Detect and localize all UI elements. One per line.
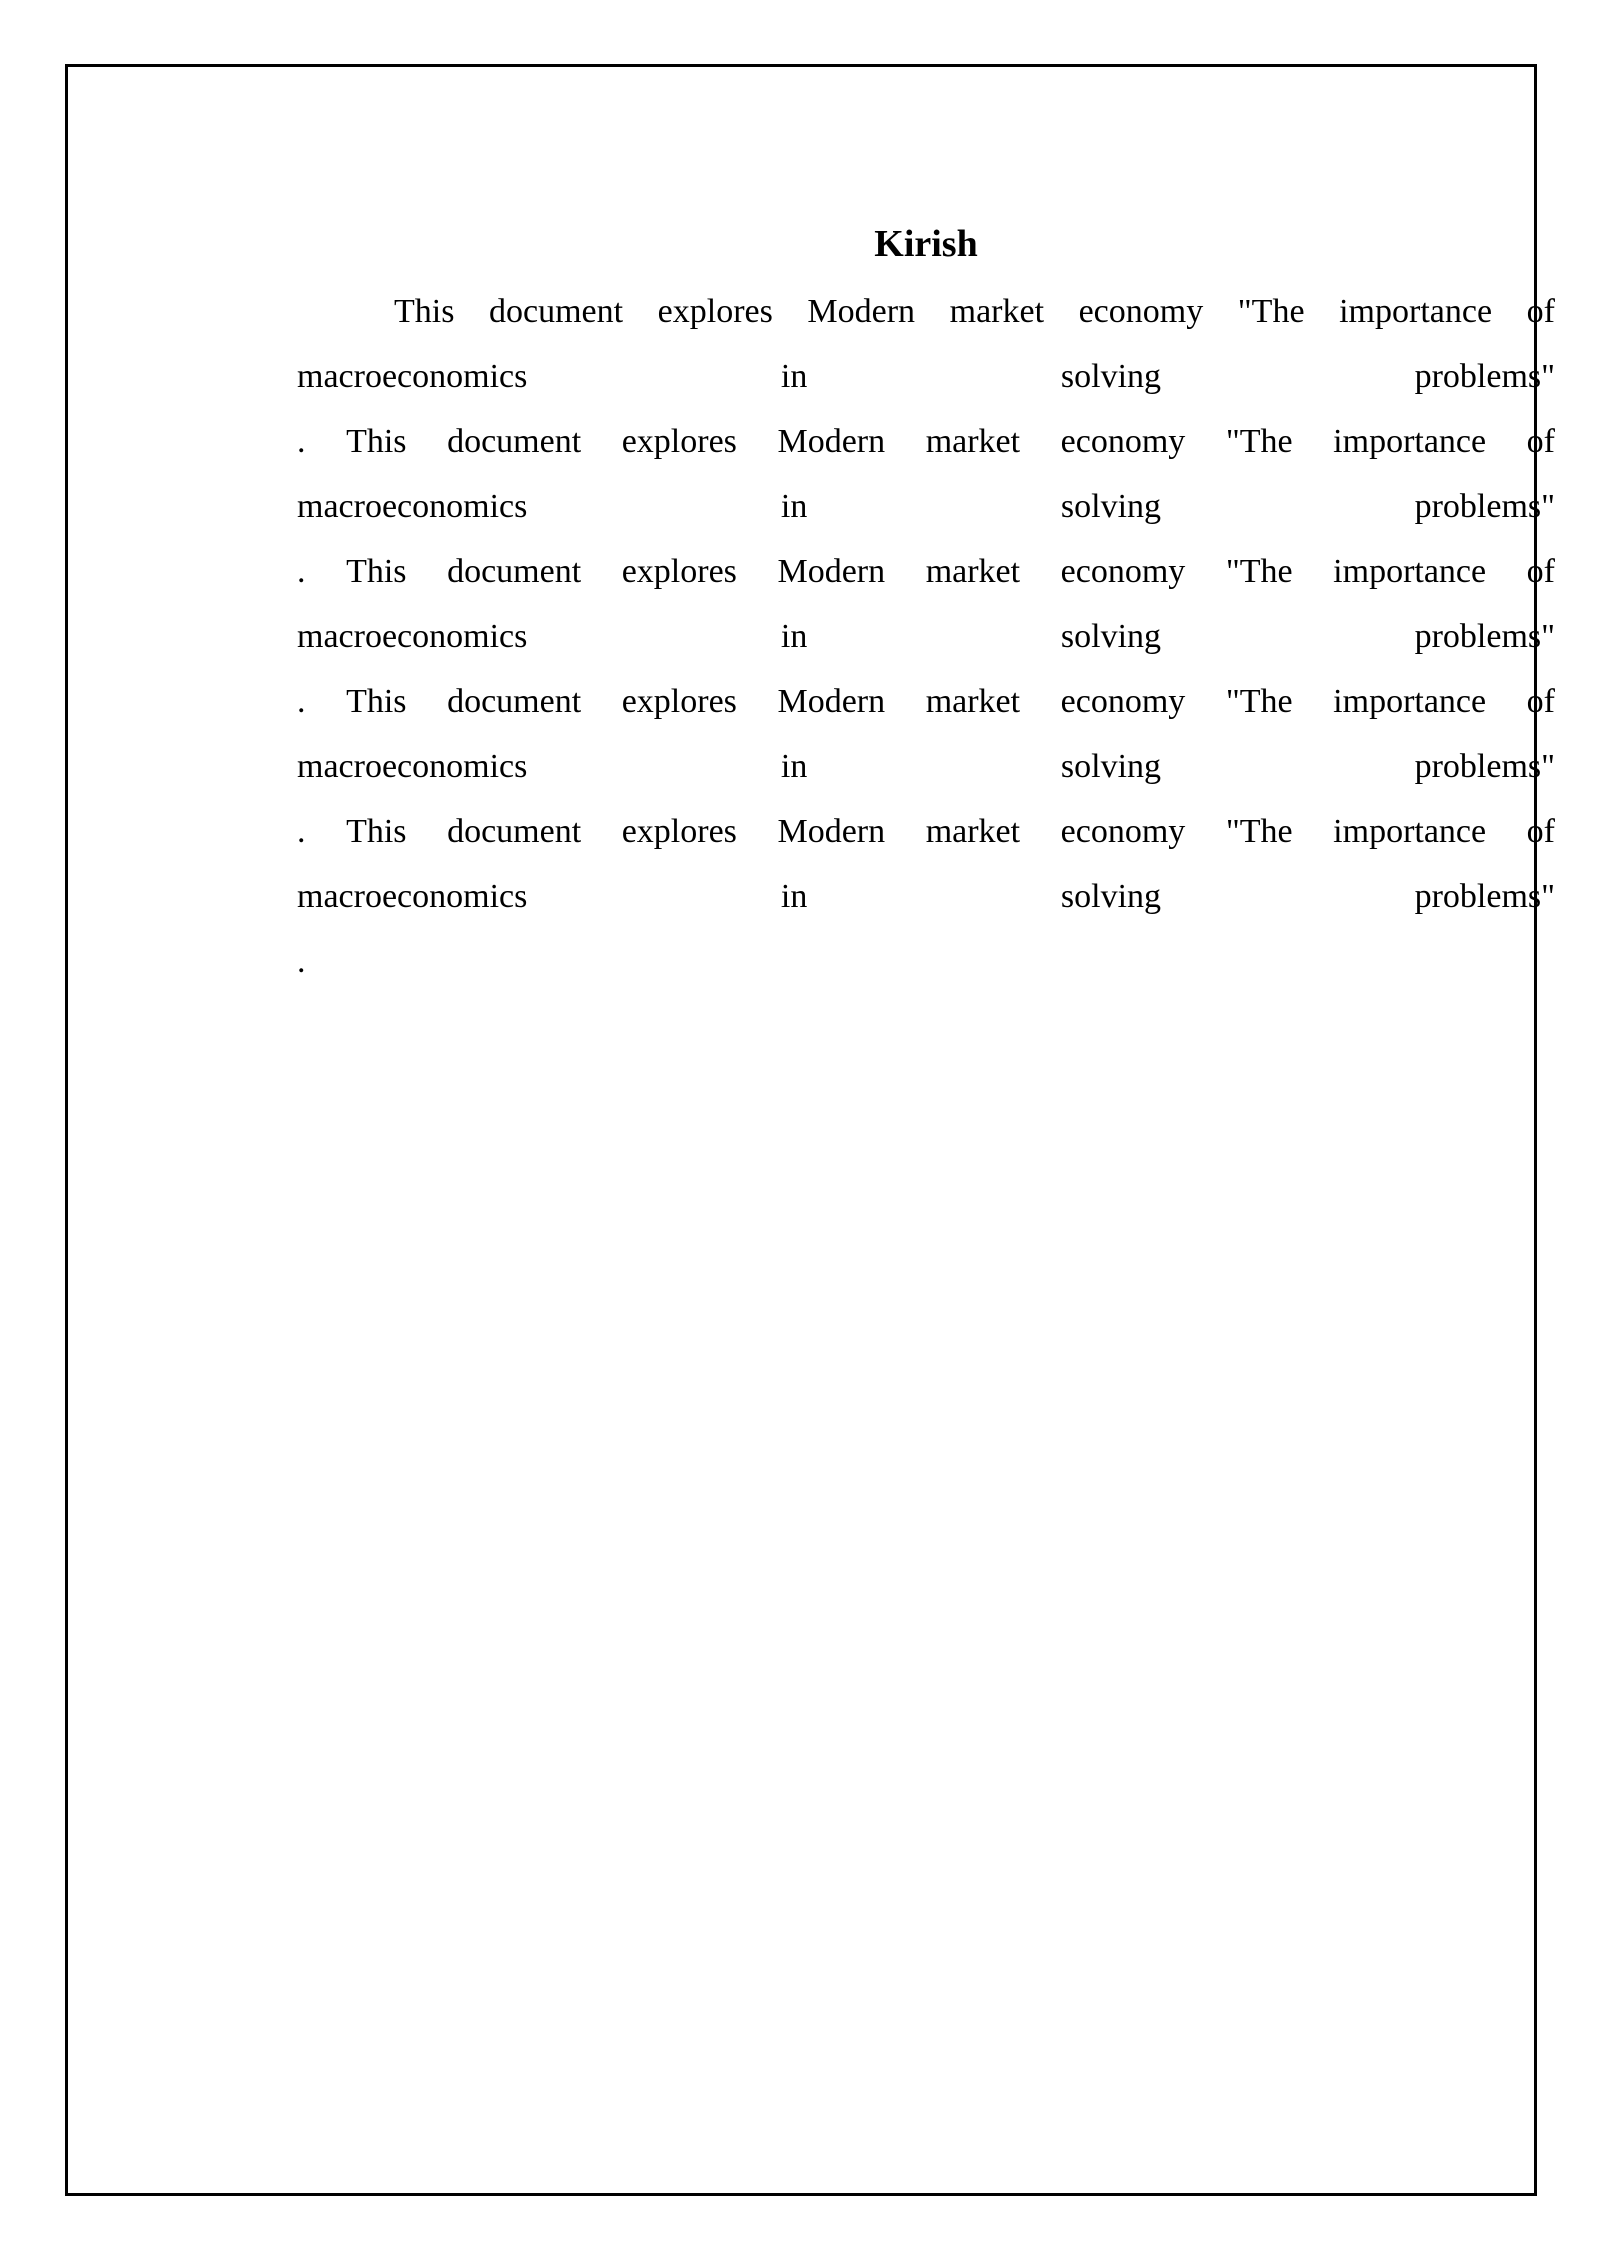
word: explores bbox=[621, 813, 737, 850]
word: economy bbox=[1060, 683, 1186, 720]
word: macroeconomics bbox=[297, 618, 528, 655]
word: solving bbox=[1060, 488, 1162, 525]
word: document bbox=[447, 813, 582, 850]
word: of bbox=[1526, 553, 1555, 590]
word: importance bbox=[1333, 813, 1487, 850]
word: of bbox=[1526, 683, 1555, 720]
text-line bbox=[297, 604, 1555, 669]
body-paragraph bbox=[297, 279, 1555, 994]
word: in bbox=[780, 488, 808, 525]
document-page bbox=[65, 64, 1555, 2196]
text-line bbox=[297, 539, 1555, 604]
word: document bbox=[447, 683, 582, 720]
word: market bbox=[925, 553, 1021, 590]
word: "The bbox=[1225, 813, 1293, 850]
word: problems" bbox=[1414, 878, 1555, 915]
word: market bbox=[925, 423, 1021, 460]
text-line bbox=[297, 929, 1555, 994]
word: solving bbox=[1060, 358, 1162, 395]
word: . bbox=[297, 813, 306, 850]
word: macroeconomics bbox=[297, 488, 528, 525]
word: This bbox=[346, 683, 407, 720]
text-line bbox=[297, 344, 1555, 409]
word: in bbox=[780, 878, 808, 915]
word: problems" bbox=[1414, 488, 1555, 525]
word: macroeconomics bbox=[297, 878, 528, 915]
text-line bbox=[297, 669, 1555, 734]
word: macroeconomics bbox=[297, 748, 528, 785]
word: document bbox=[447, 553, 582, 590]
word: Modern bbox=[777, 423, 886, 460]
word: economy bbox=[1060, 553, 1186, 590]
word: solving bbox=[1060, 878, 1162, 915]
word: This bbox=[346, 813, 407, 850]
word: explores bbox=[621, 683, 737, 720]
word: in bbox=[780, 618, 808, 655]
word: market bbox=[925, 683, 1021, 720]
word: Modern bbox=[777, 813, 886, 850]
text-line bbox=[297, 409, 1555, 474]
word: solving bbox=[1060, 618, 1162, 655]
word: in bbox=[780, 358, 808, 395]
word: importance bbox=[1333, 423, 1487, 460]
word: problems" bbox=[1414, 748, 1555, 785]
word: document bbox=[489, 293, 624, 330]
word: "The bbox=[1225, 683, 1293, 720]
word: of bbox=[1526, 813, 1555, 850]
word: Modern bbox=[807, 293, 916, 330]
page-content bbox=[297, 217, 1555, 994]
word: document bbox=[447, 423, 582, 460]
word: economy bbox=[1078, 293, 1204, 330]
word: "The bbox=[1225, 423, 1293, 460]
word: "The bbox=[1237, 293, 1305, 330]
word: . bbox=[297, 943, 306, 980]
word: Modern bbox=[777, 683, 886, 720]
word: economy bbox=[1060, 813, 1186, 850]
word: of bbox=[1526, 293, 1555, 330]
text-line bbox=[297, 799, 1555, 864]
word: economy bbox=[1060, 423, 1186, 460]
word: importance bbox=[1333, 683, 1487, 720]
word: This bbox=[346, 423, 407, 460]
word: macroeconomics bbox=[297, 358, 528, 395]
word: . bbox=[297, 553, 306, 590]
word: in bbox=[780, 748, 808, 785]
word: problems" bbox=[1414, 618, 1555, 655]
word: explores bbox=[621, 423, 737, 460]
text-line bbox=[297, 734, 1555, 799]
word: This bbox=[346, 553, 407, 590]
word: of bbox=[1526, 423, 1555, 460]
word: importance bbox=[1339, 293, 1493, 330]
word: . bbox=[297, 423, 306, 460]
word: explores bbox=[657, 293, 773, 330]
word: solving bbox=[1060, 748, 1162, 785]
text-line bbox=[297, 864, 1555, 929]
word: market bbox=[925, 813, 1021, 850]
text-line bbox=[297, 474, 1555, 539]
word: This bbox=[394, 293, 455, 330]
word: market bbox=[949, 293, 1045, 330]
word: . bbox=[297, 683, 306, 720]
word: "The bbox=[1225, 553, 1293, 590]
word: Modern bbox=[777, 553, 886, 590]
word: explores bbox=[621, 553, 737, 590]
word: importance bbox=[1333, 553, 1487, 590]
word: problems" bbox=[1414, 358, 1555, 395]
text-line bbox=[297, 279, 1555, 344]
page-title: Kirish bbox=[874, 223, 978, 265]
